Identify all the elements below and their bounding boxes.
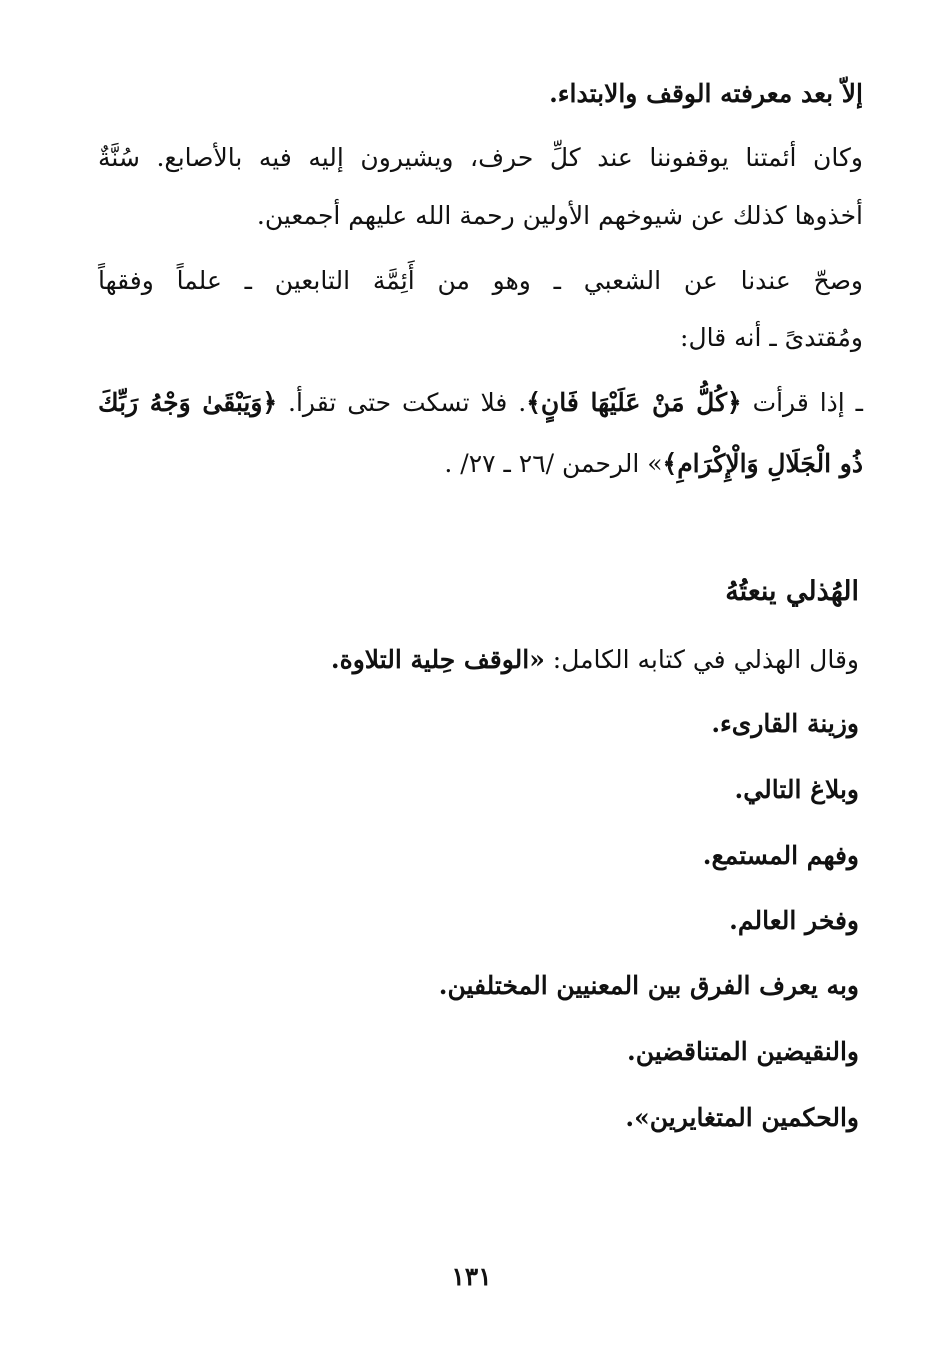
para3-line1	[98, 383, 863, 423]
surah-reference: » الرحمن /٢٦ ـ ٢٧/ .	[444, 449, 663, 478]
list-item: وفخر العالم.	[729, 906, 859, 935]
list-item: وبه يعرف الفرق بين المعنيين المختلفين.	[438, 971, 859, 1000]
para1-line1: وكان أئمتنا يوقفوننا عند كلِّ حرف، ويشيرون إليه فيه بالأصابع. سُنَّةٌ	[98, 143, 863, 172]
quran-verse-1: ﴿كُلُّ مَنْ عَلَيْهَا فَانٍ﴾	[526, 388, 742, 417]
page-number: ١٣١	[451, 1262, 492, 1291]
intro-quote: «الوقف حِلية التلاوة.	[330, 645, 545, 674]
top-line: إلاّ بعد معرفته الوقف والابتداء.	[549, 79, 863, 108]
para2-line2: ومُقتدىً ـ أنه قال:	[680, 323, 863, 352]
para3-pre: ـ إذا قرأت	[752, 388, 863, 417]
para2-line1: وصحّ عندنا عن الشعبي ـ وهو من أَئِمَّة التابعين ـ علماً وفقهاً	[98, 266, 863, 295]
para3-line2	[444, 444, 863, 484]
section-heading: الهُذلي ينعتُهُ	[725, 576, 859, 607]
para3-mid: . فلا تسكت حتى تقرأ.	[288, 388, 527, 417]
list-item: وزينة القارىء.	[711, 709, 859, 738]
quran-verse-2-end: ذُو الْجَلَالِ وَالْإِكْرَامِ﴾	[662, 449, 863, 478]
list-item: وفهم المستمع.	[702, 841, 859, 870]
intro-text: وقال الهذلي في كتابه الكامل:	[544, 645, 859, 674]
para1-line2: أخذوها كذلك عن شيوخهم الأولين رحمة الله عليهم أجمعين.	[256, 201, 863, 230]
list-item: والنقيضين المتناقضين.	[627, 1037, 859, 1066]
quran-verse-2: ﴿وَيَبْقَىٰ وَجْهُ رَبِّكَ	[98, 388, 278, 417]
list-item: والحكمين المتغايرين».	[625, 1103, 859, 1132]
list-item: وبلاغ التالي.	[734, 775, 859, 804]
section-intro	[331, 640, 859, 680]
